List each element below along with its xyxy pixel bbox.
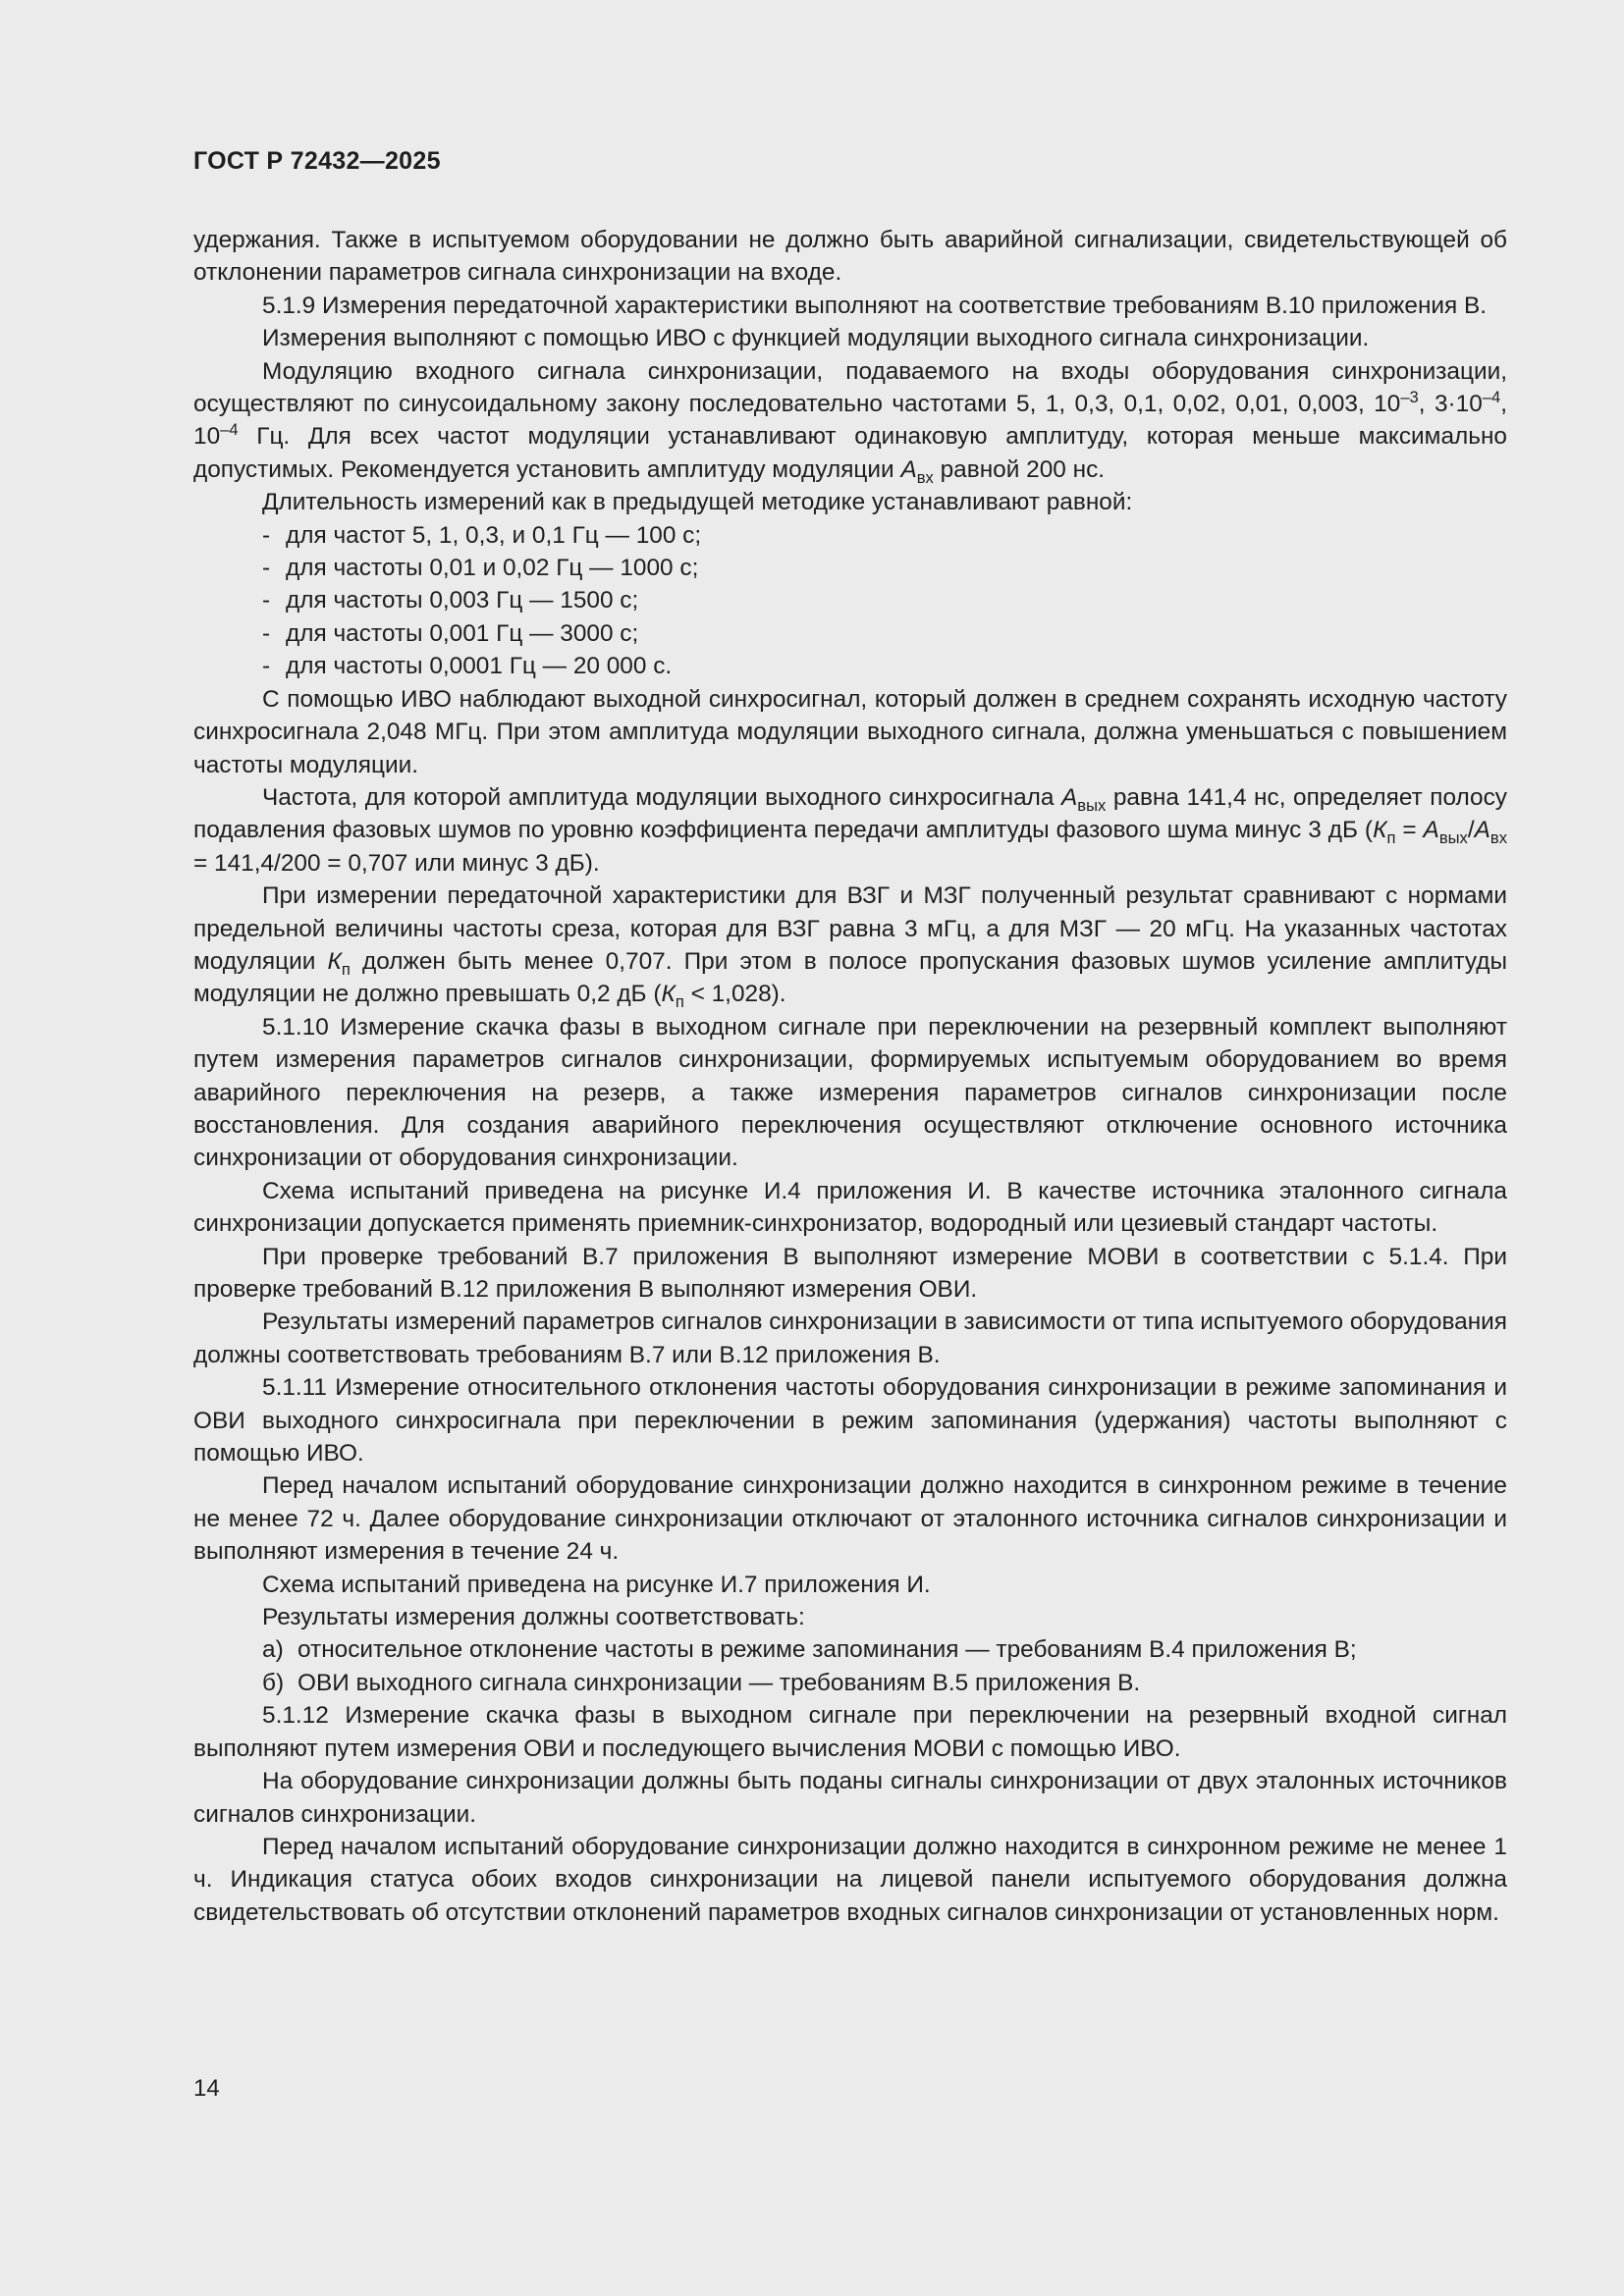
paragraph: Перед началом испытаний оборудование синхронизации должно находится в синхронном режиме в течение не менее 72 ч. Далее оборудование синхронизации отключают от эталонного источника сигналов синхронизации и выполняют измерения в течение 24 ч. xyxy=(193,1472,1507,1566)
list-item-text: для частоты 0,0001 Гц — 20 000 с. xyxy=(286,653,673,680)
superscript: –4 xyxy=(220,420,239,440)
paragraph-5-1-9: 5.1.9 Измерения передаточной характеристики выполняют на соответствие требованиям В.10 приложения В. xyxy=(262,292,1488,319)
duration-list xyxy=(193,519,1507,683)
list-marker: - xyxy=(262,587,271,614)
paragraph: удержания. Также в испытуемом оборудовании не должно быть аварийной сигнализации, свидетельствующей об отклонении параметров сигнала синхронизации на входе. xyxy=(193,227,1507,287)
list-item xyxy=(193,1667,1507,1699)
math-symbol: А xyxy=(1060,783,1078,811)
text-run: Частота, для которой амплитуда модуляции выходного синхросигнала xyxy=(262,783,1061,811)
paragraph-cutoff xyxy=(193,781,1507,880)
text-run: должен быть менее 0,707. При этом в полосе пропускания фазовых шумов усиление амплитуды модуляции не должно превышать 0,2 дБ ( xyxy=(193,947,1508,1008)
text-run: < 1,028). xyxy=(683,981,786,1008)
text-run: = xyxy=(1395,817,1424,844)
paragraph: При проверке требований В.7 приложения В выполняют измерение МОВИ в соответствии с 5.1.4. При проверке требований В.12 приложения В выполняют измерения ОВИ. xyxy=(193,1243,1507,1303)
text-run: равна 141,4 нс, определяет полосу подавления фазовых шумов по уровню коэффициента передачи амплитуды фазового шума минус 3 дБ ( xyxy=(193,783,1507,844)
paragraph: Схема испытаний приведена на рисунке И.4 приложения И. В качестве источника эталонного сигнала синхронизации допускается применять приемник-синхронизатор, водородный или цезиевый стандарт частоты. xyxy=(193,1177,1507,1238)
math-symbol: К xyxy=(1373,817,1387,844)
text-run: Модуляцию входного сигнала синхронизации, подаваемого на входы оборудования синхронизации, осуществляют по синусоидальному закону последовательно частотами 5, 1, 0,3, 0,1, 0,02, 0,01, 0,003, 10 xyxy=(193,357,1507,418)
list-item-text: относительное отклонение частоты в режиме запоминания — требованиям В.4 приложения В; xyxy=(298,1636,1357,1664)
text-run: = 141,4/200 = 0,707 или минус 3 дБ). xyxy=(193,849,600,877)
paragraph: Схема испытаний приведена на рисунке И.7 приложения И. xyxy=(262,1571,931,1598)
paragraph-transfer-norms xyxy=(193,880,1507,1011)
superscript: –4 xyxy=(1482,387,1501,406)
list-item xyxy=(193,1633,1507,1666)
list-marker: - xyxy=(262,521,271,549)
paragraph-5-1-11: 5.1.11 Измерение относительного отклонения частоты оборудования синхронизации в режиме запоминания и ОВИ выходного синхросигнала при переключении в режим запоминания (удержания) частоты выполняют с помощью ИВО. xyxy=(193,1374,1507,1468)
list-marker: - xyxy=(262,555,271,582)
list-item-text: для частоты 0,01 и 0,02 Гц — 1000 с; xyxy=(286,555,699,582)
paragraph: Результаты измерения должны соответствовать: xyxy=(262,1604,805,1631)
list-item xyxy=(193,519,1507,552)
superscript: –3 xyxy=(1400,387,1419,406)
document-body xyxy=(193,224,1507,1929)
text-run: При измерении передаточной характеристики для ВЗГ и МЗГ полученный результат сравнивают с нормами предельной величины частоты среза, которая для ВЗГ равна 3 мГц, а для МЗГ — 20 мГц. На указанных частотах модуляции xyxy=(193,882,1507,975)
paragraph: С помощью ИВО наблюдают выходной синхросигнал, который должен в среднем сохранять исходную частоту синхросигнала 2,048 МГц. При этом амплитуда модуляции выходного сигнала, должна уменьшаться с повышением частоты модуляции. xyxy=(193,685,1507,778)
text-run: , 10 xyxy=(193,391,1507,451)
subscript: п xyxy=(1386,828,1396,848)
text-run: / xyxy=(1467,817,1475,844)
subscript: вых xyxy=(1077,795,1107,815)
paragraph: На оборудование синхронизации должны быть поданы сигналы синхронизации от двух эталонных источников сигналов синхронизации. xyxy=(193,1768,1507,1828)
page-number: 14 xyxy=(193,2075,220,2102)
math-symbol: А xyxy=(1474,817,1490,844)
math-symbol: К xyxy=(327,947,342,975)
subscript: вх xyxy=(916,467,934,487)
paragraph: Результаты измерений параметров сигналов синхронизации в зависимости от типа испытуемого оборудования должны соответствовать требованиям В.7 или В.12 приложения В. xyxy=(193,1308,1507,1368)
text-run: Гц. Для всех частот модуляции устанавливают одинаковую амплитуду, которая меньше максимально допустимых. Рекомендуется установить амплитуду модуляции xyxy=(193,423,1507,483)
text-run: равной 200 нс. xyxy=(933,455,1106,483)
list-item-text: ОВИ выходного сигнала синхронизации — требованиям В.5 приложения В. xyxy=(298,1669,1141,1696)
list-item xyxy=(193,617,1507,650)
results-list xyxy=(193,1633,1507,1699)
list-item-text: для частот 5, 1, 0,3, и 0,1 Гц — 100 с; xyxy=(286,521,702,549)
paragraph-modulation xyxy=(193,355,1507,487)
list-item-text: для частоты 0,001 Гц — 3000 с; xyxy=(286,619,639,647)
list-item-text: для частоты 0,003 Гц — 1500 с; xyxy=(286,587,639,614)
list-marker: - xyxy=(262,619,271,647)
math-symbol: А xyxy=(1423,817,1439,844)
paragraph-5-1-10: 5.1.10 Измерение скачка фазы в выходном сигнале при переключении на резервный комплект выполняют путем измерения параметров сигналов синхронизации, формируемых испытуемым оборудованием во время аварийного переключения на резерв, а также измерения параметров сигналов синхронизации после восстановления. Для создания аварийного переключения осуществляют отключение основного источника синхронизации от оборудования синхронизации. xyxy=(193,1013,1507,1172)
list-marker: - xyxy=(262,653,271,680)
paragraph: Измерения выполняют с помощью ИВО с функцией модуляции выходного сигнала синхронизации. xyxy=(262,325,1370,352)
subscript: вх xyxy=(1489,828,1508,848)
text-run: , 3·10 xyxy=(1418,391,1483,418)
list-item xyxy=(193,650,1507,682)
math-symbol: А xyxy=(900,455,917,483)
list-marker: а) xyxy=(262,1636,284,1664)
paragraph: Длительность измерений как в предыдущей методике устанавливают равной: xyxy=(262,489,1133,516)
list-item xyxy=(193,584,1507,616)
math-symbol: К xyxy=(661,981,676,1008)
subscript: п xyxy=(675,992,684,1012)
document-header: ГОСТ Р 72432—2025 xyxy=(193,147,441,175)
paragraph: Перед началом испытаний оборудование синхронизации должно находится в синхронном режиме не менее 1 ч. Индикация статуса обоих входов синхронизации на лицевой панели испытуемого оборудования должна свидетельствовать об отсутствии отклонений параметров входных сигналов синхронизации от установленных норм. xyxy=(193,1833,1507,1926)
subscript: п xyxy=(341,959,351,979)
paragraph-5-1-12: 5.1.12 Измерение скачка фазы в выходном сигнале при переключении на резервный входной сигнал выполняют путем измерения ОВИ и последующего вычисления МОВИ с помощью ИВО. xyxy=(193,1702,1507,1762)
list-marker: б) xyxy=(262,1669,285,1696)
subscript: вых xyxy=(1438,828,1468,848)
list-item xyxy=(193,552,1507,584)
